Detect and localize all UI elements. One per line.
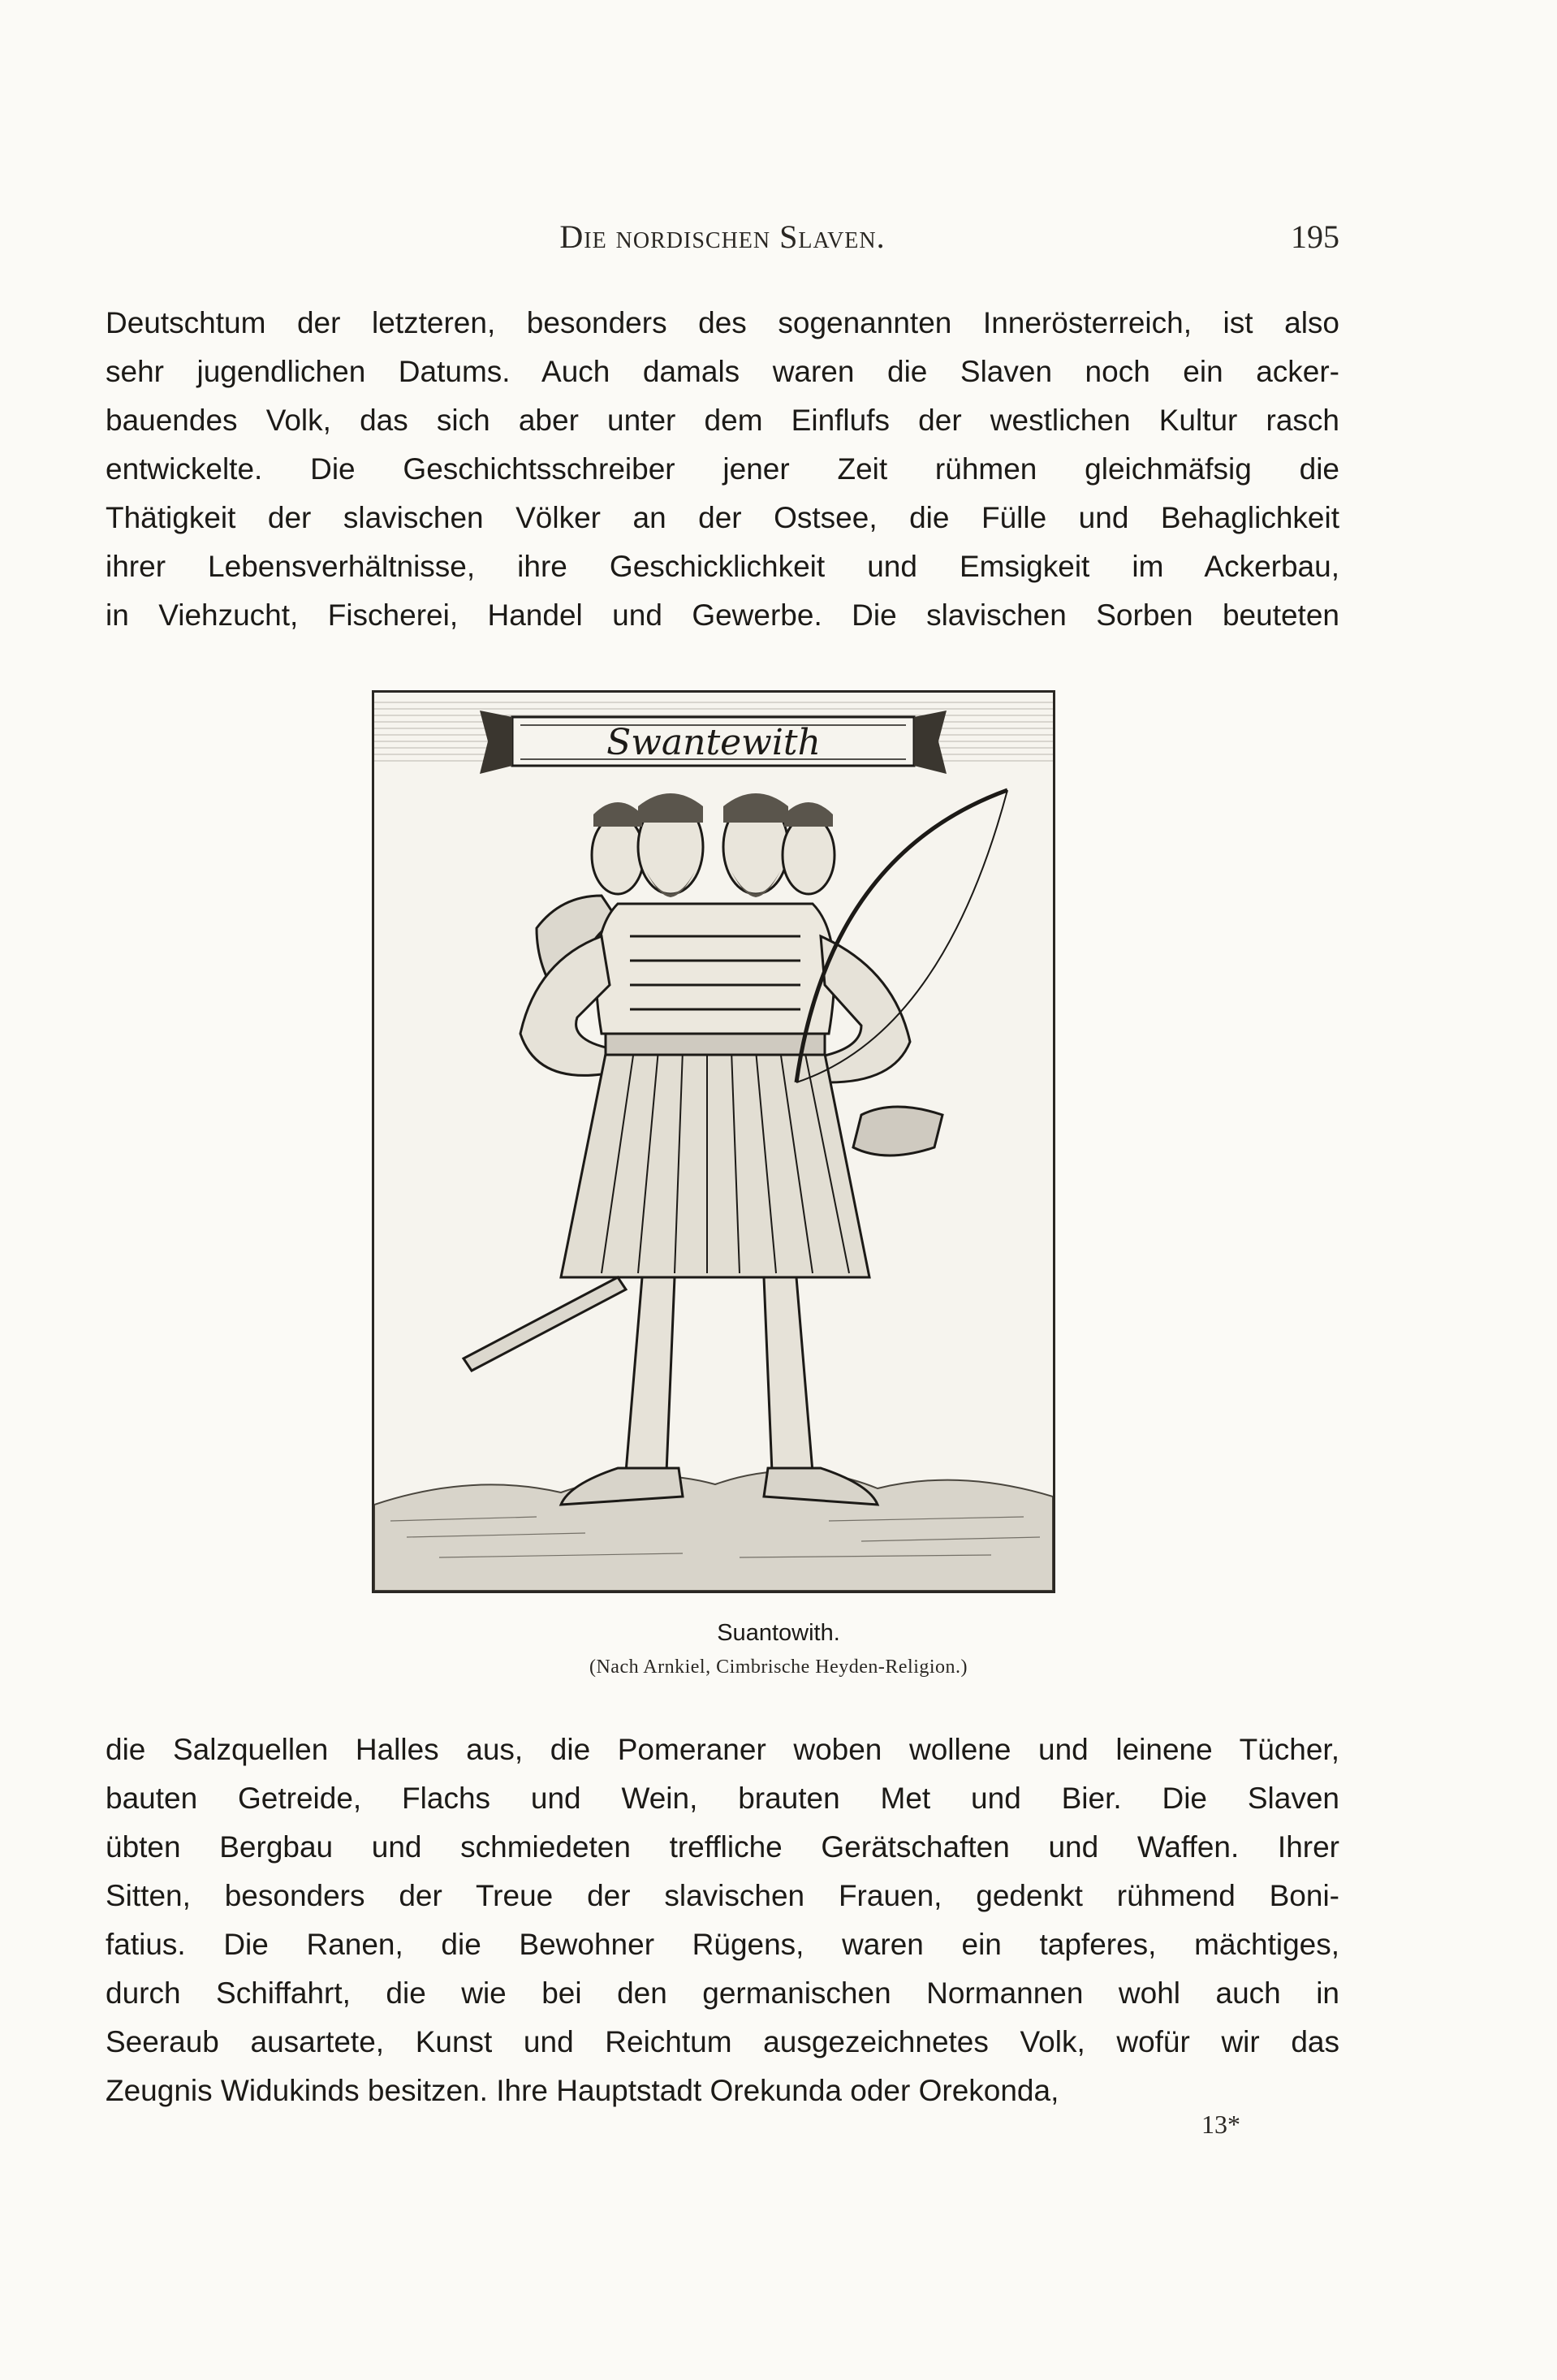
text-line: durch Schiffahrt, die wie bei den germanischen Normannen wohl auch in — [106, 1976, 1339, 2010]
text-line: fatius. Die Ranen, die Bewohner Rügens, waren ein tapferes, mächtiges, — [106, 1928, 1339, 1961]
banner-text: Swantewith — [606, 722, 821, 763]
text-line: Thätigkeit der slavischen Völker an der Ostsee, die Fülle und Behaglichkeit — [106, 501, 1339, 534]
signature-mark: 13* — [1201, 2110, 1240, 2139]
text-line: entwickelte. Die Geschichtsschreiber jener Zeit rühmen gleichmäfsig die — [106, 452, 1339, 486]
text-line: Sitten, besonders der Treue der slavischen Frauen, gedenkt rühmend Boni- — [106, 1879, 1339, 1912]
engraving-illustration — [374, 693, 1053, 1591]
paragraph-bottom — [106, 1726, 1339, 2115]
title-banner — [480, 711, 947, 774]
text-line: bauendes Volk, das sich aber unter dem Einflufs der westlichen Kultur rasch — [106, 404, 1339, 437]
running-title: Die nordischen Slaven. — [559, 218, 886, 255]
text-line: bauten Getreide, Flachs und Wein, brauten Met und Bier. Die Slaven — [106, 1782, 1339, 1815]
engraving-figure — [372, 690, 1055, 1593]
figure-caption-credit: (Nach Arnkiel, Cimbrische Heyden-Religion.) — [589, 1656, 968, 1678]
figure-caption-title: Suantowith. — [717, 1620, 840, 1646]
text-line: die Salzquellen Halles aus, die Pomeraner woben wollene und leinene Tücher, — [106, 1733, 1339, 1766]
page-number: 195 — [1291, 218, 1339, 255]
text-line: ihrer Lebensverhältnisse, ihre Geschicklichkeit und Emsigkeit im Ackerbau, — [106, 550, 1339, 583]
text-line: Seeraub ausartete, Kunst und Reichtum ausgezeichnetes Volk, wofür wir das — [106, 2025, 1339, 2058]
paragraph-top — [106, 299, 1339, 640]
text-line: sehr jugendlichen Datums. Auch damals waren die Slaven noch ein acker- — [106, 355, 1339, 388]
text-line: in Viehzucht, Fischerei, Handel und Gewerbe. Die slavischen Sorben beuteten — [106, 598, 1339, 632]
text-line: übten Bergbau und schmiedeten treffliche Gerätschaften und Waffen. Ihrer — [106, 1830, 1339, 1864]
page-header — [106, 218, 1339, 258]
text-line: Deutschtum der letzteren, besonders des sogenannten Innerösterreich, ist also — [106, 306, 1339, 339]
text-line: Zeugnis Widukinds besitzen. Ihre Hauptstadt Orekunda oder Orekonda, — [106, 2074, 1059, 2107]
